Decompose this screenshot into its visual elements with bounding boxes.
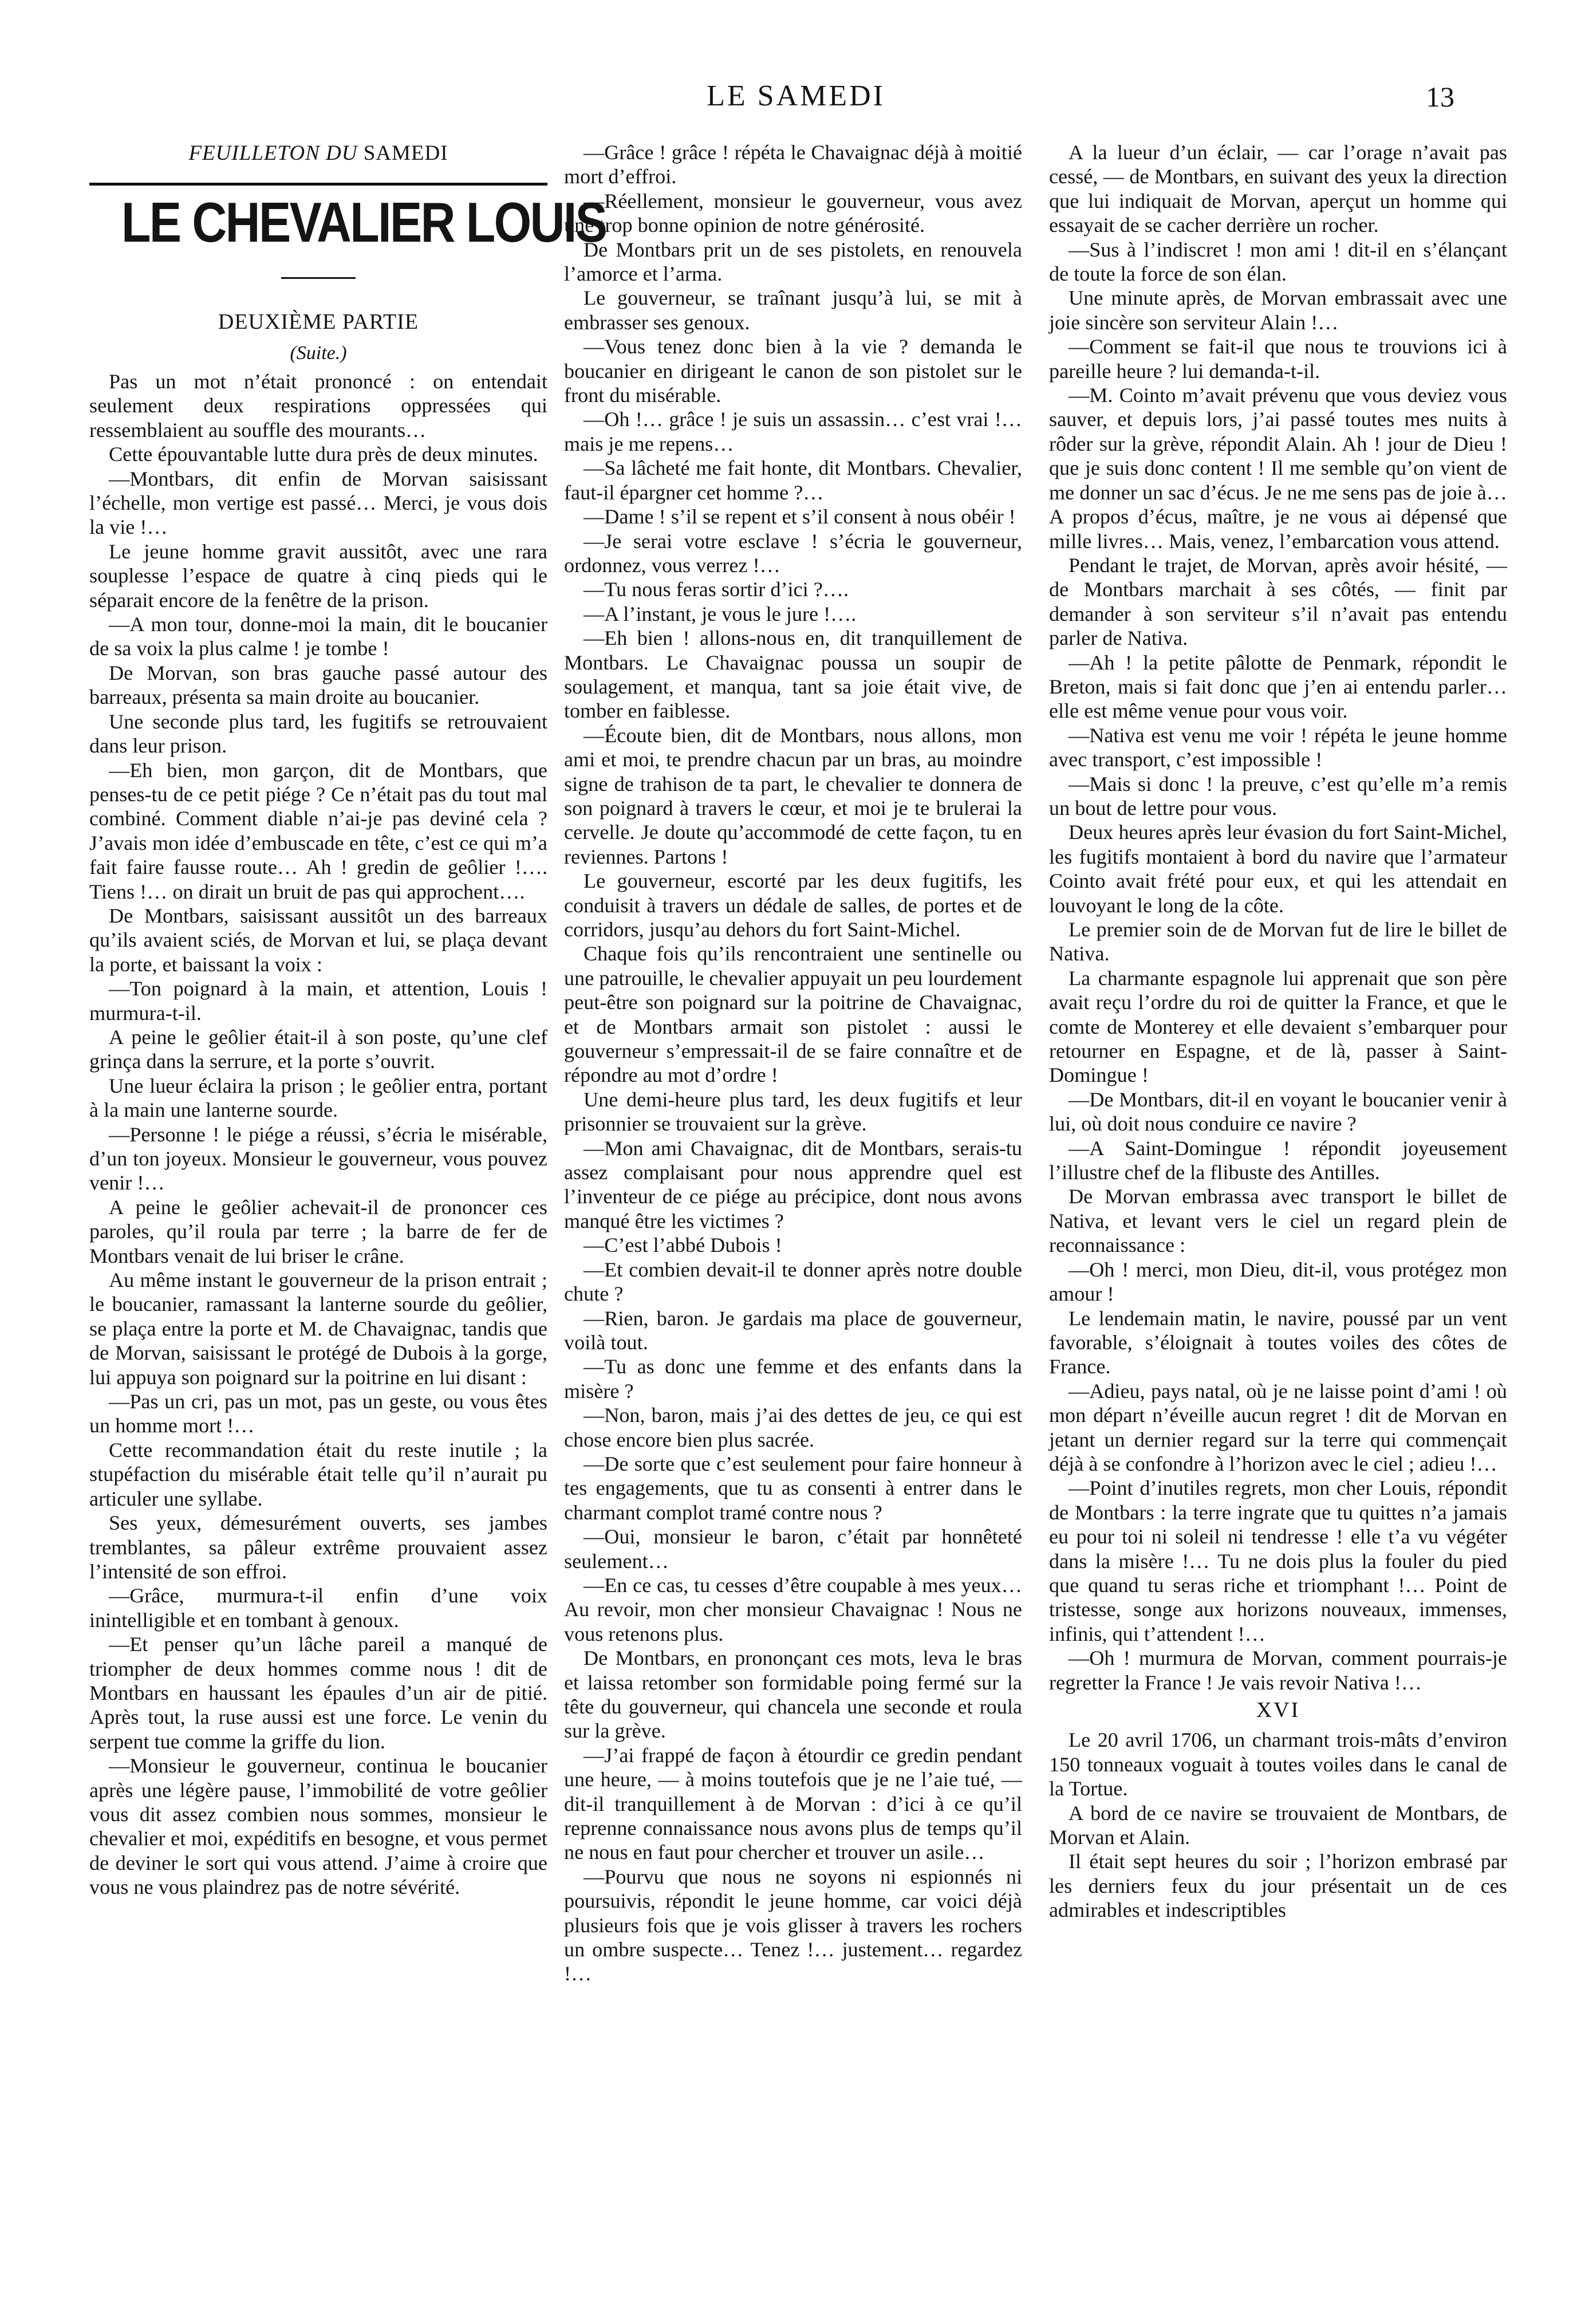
- journal-title: LE SAMEDI: [707, 80, 885, 112]
- running-header: [137, 79, 1454, 113]
- paragraph: —C’est l’abbé Dubois !: [583, 1234, 782, 1257]
- paragraph: —Sus à l’indiscret ! mon ami ! dit-il en s’élançant de toute la force de son élan.: [1049, 238, 1507, 286]
- text-column-3: [1049, 140, 1507, 2305]
- paragraph: —Écoute bien, dit de Montbars, nous allons, mon ami et moi, te prendre chacun par un bras, au moindre signe de trahison de ta part, le chevalier te donnera de son poignard à travers le cœur, et moi je te brulerai la cervelle. Je doute qu’accommodé de cette façon, tu en reviennes. Partons !: [564, 723, 1022, 868]
- paragraph: —Grâce ! grâce ! répéta le Chavaignac déjà à moitié mort d’effroi.: [564, 141, 1022, 188]
- paragraph: —Sa lâcheté me fait honte, dit Montbars. Chevalier, faut-il épargner cet homme ?…: [564, 456, 1022, 504]
- paragraph: Cette épouvantable lutte dura près de deux minutes.: [109, 443, 538, 466]
- paragraph: Il était sept heures du soir ; l’horizon embrasé par les derniers feux du jour présentait un de ces admirables et indescriptibles: [1049, 1850, 1507, 1922]
- feuilleton-label-plain: SAMEDI: [363, 141, 448, 165]
- paragraph: A la lueur d’un éclair, — car l’orage n’avait pas cessé, — de Montbars, en suivant des yeux la direction que lui indiquait de Morvan, aperçut un homme qui essayait de se cacher derrière un rocher.: [1049, 141, 1507, 237]
- paragraph: Le premier soin de de Morvan fut de lire le billet de Nativa.: [1049, 918, 1507, 966]
- paragraph: —A Saint-Domingue ! répondit joyeusement l’illustre chef de la flibuste des Antilles.: [1049, 1136, 1507, 1184]
- paragraph: —Mon ami Chavaignac, dit de Montbars, serais-tu assez complaisant pour nous apprendre quel est l’inventeur de ce piége au précipice, dont nous avons manqué être les victimes ?: [564, 1136, 1022, 1232]
- paragraph: —Ton poignard à la main, et attention, Louis ! murmura-t-il.: [89, 977, 547, 1025]
- paragraph: —Adieu, pays natal, où je ne laisse point d’ami ! où mon départ n’éveille aucun regret ! dit de Morvan en jetant un dernier regard sur la terre qui commençait déjà à se confondre à l’horizon avec le ciel ; adieu !…: [1049, 1379, 1507, 1475]
- paragraph: —Et penser qu’un lâche pareil a manqué de triompher de deux hommes comme nous ! dit de Montbars en haussant les épaules d’un air de pitié. Après tout, la ruse aussi est une force. Le venin du serpent tue comme la griffe du lion.: [89, 1633, 547, 1753]
- paragraph: Chaque fois qu’ils rencontraient une sentinelle ou une patrouille, le chevalier appuyait un peu lourdement peut-être son poignard sur la poitrine de Chavaignac, et de Montbars armait son pistolet : aussi le gouverneur s’empressait-il de se faire connaître et de répondre au mot d’ordre !: [564, 942, 1022, 1087]
- paragraph: —Point d’inutiles regrets, mon cher Louis, répondit de Montbars : la terre ingrate que tu quittes n’a jamais eu pour toi ni soleil ni tendresse ! elle t’a vu végéter dans la misère !… Tu ne dois plus la fouler du pied que quand tu seras riche et triomphant !… Point de tristesse, songe aux horizons nouveaux, immenses, infinis, qui t’attendent !…: [1049, 1476, 1507, 1645]
- paragraph: —Monsieur le gouverneur, continua le boucanier après une légère pause, l’immobilité de votre geôlier vous dit assez combien nous sommes, monsieur le chevalier et moi, expéditifs en besogne, et vous permet de deviner le sort qui vous attend. J’aime à croire que vous ne vous plaindrez pas de notre sévérité.: [89, 1754, 547, 1899]
- paragraph: Le jeune homme gravit aussitôt, avec une rara souplesse l’espace de quatre à cinq pieds qui le séparait encore de la fenêtre de la prison.: [89, 539, 547, 612]
- paragraph: Le gouverneur, se traînant jusqu’à lui, se mit à embrasser ses genoux.: [564, 286, 1022, 334]
- paragraph: De Montbars prit un de ses pistolets, en renouvela l’amorce et l’arma.: [564, 238, 1022, 286]
- paragraph: —Oui, monsieur le baron, c’était par honnêteté seulement…: [564, 1525, 1022, 1573]
- paragraph: —Tu nous feras sortir d’ici ?….: [583, 578, 849, 601]
- page-number: 13: [1426, 81, 1454, 113]
- column-3-body: [1049, 140, 1507, 1695]
- paragraph: Le 20 avril 1706, un charmant trois-mâts d’environ 150 tonneaux voguait à toutes voiles dans le canal de la Tortue.: [1049, 1728, 1507, 1801]
- paragraph: La charmante espagnole lui apprenait que son père avait reçu l’ordre du roi de quitter la France, et que le comte de Monterey et elle devaient s’embarquer pour retourner en Espagne, et de là, passer à Saint-Domingue !: [1049, 966, 1507, 1087]
- paragraph: Une minute après, de Morvan embrassait avec une joie sincère son serviteur Alain !…: [1049, 286, 1507, 334]
- paragraph: —Comment se fait-il que nous te trouvions ici à pareille heure ? lui demanda-t-il.: [1049, 335, 1507, 383]
- paragraph: —Pourvu que nous ne soyons ni espionnés ni poursuivis, répondit le jeune homme, car voici déjà plusieurs fois que je vois glisser à travers les rochers un ombre suspecte… Tenez !… justement… regardez !…: [564, 1865, 1022, 1986]
- paragraph: De Montbars, saisissant aussitôt un des barreaux qu’ils avaient sciés, de Morvan et lui, se plaça devant la porte, et baissant la voix :: [89, 904, 547, 976]
- suite-note: (Suite.): [290, 342, 347, 364]
- paragraph: Deux heures après leur évasion du fort Saint-Michel, les fugitifs montaient à bord du navire que l’armateur Cointo avait frété pour eux, et qui les attendait en louvoyant le long de la côte.: [1049, 821, 1507, 917]
- paragraph: A peine le geôlier achevait-il de prononcer ces paroles, qu’il roula par terre ; la barre de fer de Montbars venait de lui briser le crâne.: [89, 1195, 547, 1267]
- chapter-heading: XVI: [1256, 1698, 1300, 1722]
- paragraph: —Grâce, murmura-t-il enfin d’une voix inintelligible et en tombant à genoux.: [89, 1584, 547, 1632]
- part-heading: DEUXIÈME PARTIE: [218, 310, 419, 334]
- paragraph: —Personne ! le piége a réussi, s’écria le misérable, d’un ton joyeux. Monsieur le gouverneur, vous pouvez venir !…: [89, 1122, 547, 1195]
- paragraph: —Oh ! murmura de Morvan, comment pourrais-je regretter la France ! Je vais revoir Nativa !…: [1049, 1647, 1507, 1694]
- paragraph: —De sorte que c’est seulement pour faire honneur à tes engagements, que tu as consenti à entrer dans le charmant complot tramé contre nous ?: [564, 1452, 1022, 1524]
- paragraph: De Montbars, en prononçant ces mots, leva le bras et laissa retomber son formidable poing fermé sur la tête du gouverneur, qui chancela une seconde et roula sur la grève.: [564, 1647, 1022, 1743]
- paragraph: —Pas un cri, pas un mot, pas un geste, ou vous êtes un homme mort !…: [89, 1390, 547, 1437]
- paragraph: —Je serai votre esclave ! s’écria le gouverneur, ordonnez, vous verrez !…: [564, 529, 1022, 577]
- paragraph: —M. Cointo m’avait prévenu que vous deviez vous sauver, et depuis lors, j’ai passé toutes mes nuits à rôder sur la grève, répondit Alain. Ah ! jour de Dieu ! que je suis donc content ! Il me semble qu’on vient de me donner un sac d’écus. Je ne me sens pas de joie à… A propos d’écus, maître, je ne vous ai dépensé que mille livres… Mais, venez, l’embarcation vous attend.: [1049, 384, 1507, 553]
- paragraph: Une lueur éclaira la prison ; le geôlier entra, portant à la main une lanterne sourde.: [89, 1074, 547, 1122]
- paragraph: —A l’instant, je vous le jure !….: [583, 602, 857, 625]
- title-rule: [89, 183, 547, 186]
- paragraph: Cette recommandation était du reste inutile ; la stupéfaction du misérable était telle qu’il n’aurait pu articuler une syllabe.: [89, 1438, 547, 1510]
- paragraph: —Mais si donc ! la preuve, c’est qu’elle m’a remis un bout de lettre pour vous.: [1049, 772, 1507, 820]
- text-column-2: [564, 140, 1022, 2305]
- short-divider: [281, 277, 356, 279]
- paragraph: —A mon tour, donne-moi la main, dit le boucanier de sa voix la plus calme ! je tombe !: [89, 613, 547, 660]
- paragraph: Au même instant le gouverneur de la prison entrait ; le boucanier, ramassant la lanterne sourde du geôlier, se plaça entre la porte et M. de Chavaignac, tandis que de Morvan, saisissant le protégé de Dubois à la gorge, lui appuya son poignard sur la poitrine en lui disant :: [89, 1269, 547, 1389]
- paragraph: —Montbars, dit enfin de Morvan saisissant l’échelle, mon vertige est passé… Merci, je vous dois la vie !…: [89, 467, 547, 539]
- column-3-after-chapter: [1049, 1728, 1507, 1922]
- paragraph: —Vous tenez donc bien à la vie ? demanda le boucanier en dirigeant le canon de son pistolet sur le front du misérable.: [564, 335, 1022, 407]
- paragraph: —Eh bien, mon garçon, dit de Montbars, que penses-tu de ce petit piége ? Ce n’était pas du tout mal combiné. Comment diable n’ai-je pas deviné cela ? J’avais mon idée d’embuscade en tête, c’est ce qui m’a fait faire fausse route… Ah ! gredin de geôlier !…. Tiens !… on dirait un bruit de pas qui approchent….: [89, 758, 547, 903]
- paragraph: Une demi-heure plus tard, les deux fugitifs et leur prisonnier se trouvaient sur la grève.: [564, 1088, 1022, 1136]
- column-1-body: [89, 369, 547, 1900]
- column-2-body: [564, 140, 1022, 1986]
- paragraph: —Non, baron, mais j’ai des dettes de jeu, ce qui est chose encore bien plus sacrée.: [564, 1404, 1022, 1451]
- paragraph: Pendant le trajet, de Morvan, après avoir hésité, — de Montbars marchait à ses côtés, — finit par demander à son serviteur s’il n’avait pas entendu parler de Nativa.: [1049, 553, 1507, 650]
- paragraph: —Eh bien ! allons-nous en, dit tranquillement de Montbars. Le Chavaignac poussa un soupir de soulagement, et manqua, tant sa joie était vive, de tomber en faiblesse.: [564, 627, 1022, 723]
- paragraph: —Oh ! merci, mon Dieu, dit-il, vous protégez mon amour !: [1049, 1258, 1507, 1306]
- paragraph: —Tu as donc une femme et des enfants dans la misère ?: [564, 1355, 1022, 1403]
- paragraph: Une seconde plus tard, les fugitifs se retrouvaient dans leur prison.: [89, 710, 547, 758]
- paragraph: —Et combien devait-il te donner après notre double chute ?: [564, 1258, 1022, 1306]
- paragraph: De Morvan, son bras gauche passé autour des barreaux, présenta sa main droite au boucanier.: [89, 661, 547, 709]
- paragraph: Ses yeux, démesurément ouverts, ses jambes tremblantes, sa pâleur extrême prouvaient assez l’intensité de son effroi.: [89, 1511, 547, 1583]
- paragraph: —Oh !… grâce ! je suis un assassin… c’est vrai !… mais je me repens…: [564, 408, 1022, 455]
- paragraph: —Dame ! s’il se repent et s’il consent à nous obéir !: [583, 505, 1016, 529]
- paragraph: Le lendemain matin, le navire, poussé par un vent favorable, s’éloignait à toutes voiles des côtes de France.: [1049, 1306, 1507, 1378]
- paragraph: —J’ai frappé de façon à étourdir ce gredin pendant une heure, — à moins toutefois que je ne l’aie tué, — dit-il tranquillement à de Morvan : d’ici à ce qu’il reprenne connaissance nous avons plus de temps qu’il ne nous en faut pour chercher et trouver un asile…: [564, 1743, 1022, 1864]
- novel-title: LE CHEVALIER LOUIS: [121, 191, 606, 254]
- paragraph: A peine le geôlier était-il à son poste, qu’une clef grinça dans la serrure, et la porte s’ouvrit.: [89, 1025, 547, 1073]
- paragraph: —De Montbars, dit-il en voyant le boucanier venir à lui, où doit nous conduire ce navire ?: [1049, 1088, 1507, 1136]
- paragraph: De Morvan embrassa avec transport le billet de Nativa, et levant vers le ciel un regard plein de reconnaissance :: [1049, 1185, 1507, 1257]
- paragraph: —Rien, baron. Je gardais ma place de gouverneur, voilà tout.: [564, 1306, 1022, 1354]
- paragraph: —En ce cas, tu cesses d’être coupable à mes yeux… Au revoir, mon cher monsieur Chavaignac ! Nous ne vous retenons plus.: [564, 1573, 1022, 1645]
- paragraph: —Nativa est venu me voir ! répéta le jeune homme avec transport, c’est impossible !: [1049, 723, 1507, 771]
- paragraph: —Réellement, monsieur le gouverneur, vous avez une trop bonne opinion de notre générosité.: [564, 189, 1022, 237]
- paragraph: Pas un mot n’était prononcé : on entendait seulement deux respirations oppressées qui ressemblaient au souffle des mourants…: [89, 370, 547, 442]
- paragraph: A bord de ce navire se trouvaient de Montbars, de Morvan et Alain.: [1049, 1801, 1507, 1849]
- feuilleton-label: [89, 140, 547, 167]
- feuilleton-label-italic: FEUILLETON DU: [188, 141, 358, 165]
- paragraph: —Ah ! la petite pâlotte de Penmark, répondit le Breton, mais si fait donc que j’en ai entendu parler… elle est même venue pour vous voir.: [1049, 651, 1507, 723]
- text-column-1: [89, 140, 606, 2305]
- paragraph: Le gouverneur, escorté par les deux fugitifs, les conduisit à travers un dédale de salles, de portes et de corridors, jusqu’au dehors du fort Saint-Michel.: [564, 869, 1022, 941]
